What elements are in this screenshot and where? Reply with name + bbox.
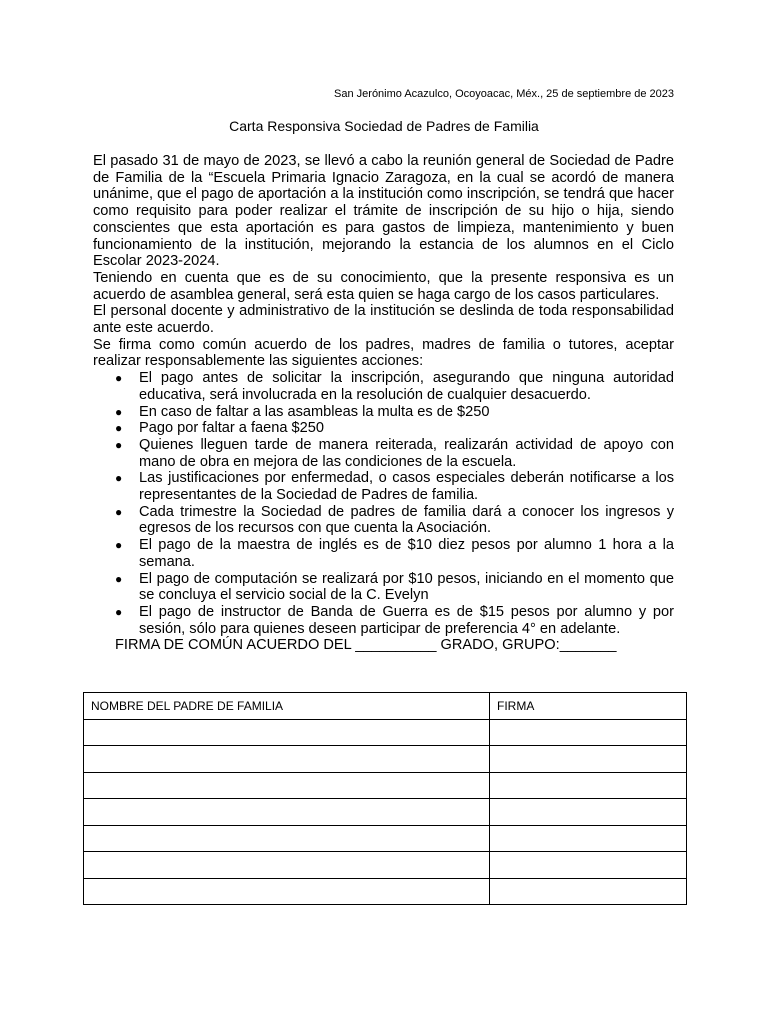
- signature-line: FIRMA DE COMÚN ACUERDO DEL __________ GRADO, GRUPO:_______: [115, 637, 617, 654]
- bullet-icon: ●: [115, 504, 123, 519]
- list-item: ● El pago de instructor de Banda de Guerra es de $15 pesos por alumno y por sesión, sólo para quienes deseen participar de preferencia 4° en adelante.: [115, 603, 674, 637]
- list-item: ● Las justificaciones por enfermedad, o casos especiales deberán notificarse a los representantes de la Sociedad de Padres de familia.: [115, 470, 674, 504]
- bullet-icon: ●: [115, 437, 123, 452]
- signature-cell[interactable]: [490, 772, 687, 799]
- list-item: ● Pago por faltar a faena $250: [115, 420, 324, 437]
- document-title: Carta Responsiva Sociedad de Padres de Familia: [229, 118, 539, 134]
- bullet-icon: ●: [115, 421, 123, 436]
- bullet-icon: ●: [115, 371, 123, 386]
- paragraph: El personal docente y administrativo de la institución se deslinda de toda responsabilidad ante este acuerdo.: [93, 303, 674, 337]
- paragraph: Se firma como común acuerdo de los padres, madres de familia o tutores, aceptar realizar responsablemente las siguientes acciones:: [93, 336, 674, 370]
- bullet-icon: ●: [115, 604, 123, 619]
- parent-name-cell[interactable]: [84, 852, 490, 879]
- table-row: [84, 878, 687, 905]
- table-row: [84, 852, 687, 879]
- parent-name-cell[interactable]: [84, 799, 490, 826]
- agreement-list: [93, 370, 674, 637]
- parent-name-cell[interactable]: [84, 772, 490, 799]
- column-header-signature: FIRMA: [490, 693, 687, 720]
- bullet-icon: ●: [115, 471, 123, 486]
- parent-name-cell[interactable]: [84, 878, 490, 905]
- document-body: [93, 153, 674, 654]
- signature-table: [83, 692, 687, 905]
- list-item: ● Cada trimestre la Sociedad de padres de familia dará a conocer los ingresos y egresos de los recursos con que cuenta la Asociación.: [115, 503, 674, 537]
- bullet-icon: ●: [115, 571, 123, 586]
- table-row: [84, 746, 687, 773]
- parent-name-cell[interactable]: [84, 825, 490, 852]
- bullet-icon: ●: [115, 404, 123, 419]
- table-row: [84, 772, 687, 799]
- table-row: [84, 719, 687, 746]
- paragraph: Teniendo en cuenta que es de su conocimiento, que la presente responsiva es un acuerdo de asamblea general, será esta quien se haga cargo de los casos particulares.: [93, 269, 674, 303]
- list-item: ● El pago de la maestra de inglés es de $10 diez pesos por alumno 1 hora a la semana.: [115, 537, 674, 570]
- parent-name-cell[interactable]: [84, 746, 490, 773]
- table-row: [84, 825, 687, 852]
- signature-cell[interactable]: [490, 799, 687, 826]
- list-item: ● El pago antes de solicitar la inscripción, asegurando que ninguna autoridad educativa, será involucrada en la resolución de cualquier desacuerdo.: [115, 370, 674, 403]
- signature-cell[interactable]: [490, 852, 687, 879]
- list-item: ● Quienes lleguen tarde de manera reiterada, realizarán actividad de apoyo con mano de obra en mejora de las condiciones de la escuela.: [115, 436, 674, 470]
- list-item: ● El pago de computación se realizará por $10 pesos, iniciando en el momento que se concluya el servicio social de la C. Evelyn: [115, 570, 674, 604]
- signature-cell[interactable]: [490, 878, 687, 905]
- paragraph: El pasado 31 de mayo de 2023, se llevó a cabo la reunión general de Sociedad de Padre de Familia de la “Escuela Primaria Ignacio Zaragoza, en la cual se acordó de manera unánime, que el pago de aportación a la institución como inscripción, se tendrá que hacer como requisito para poder realizar el trámite de inscripción de su hijo o hija, siendo conscientes que esta aportación es para gastos de limpieza, mantenimiento y buen funcionamiento de la institución, mejorando la estancia de los alumnos en el Ciclo Escolar 2023-2024.: [93, 153, 674, 270]
- table-header-row: [84, 693, 687, 720]
- bullet-icon: ●: [115, 538, 123, 553]
- column-header-parent-name: NOMBRE DEL PADRE DE FAMILIA: [84, 693, 490, 720]
- date-line: San Jerónimo Acazulco, Ocoyoacac, Méx., 25 de septiembre de 2023: [334, 88, 674, 100]
- signature-cell[interactable]: [490, 825, 687, 852]
- parent-name-cell[interactable]: [84, 719, 490, 746]
- signature-cell[interactable]: [490, 719, 687, 746]
- list-item: ● En caso de faltar a las asambleas la multa es de $250: [115, 403, 490, 420]
- table-row: [84, 799, 687, 826]
- signature-cell[interactable]: [490, 746, 687, 773]
